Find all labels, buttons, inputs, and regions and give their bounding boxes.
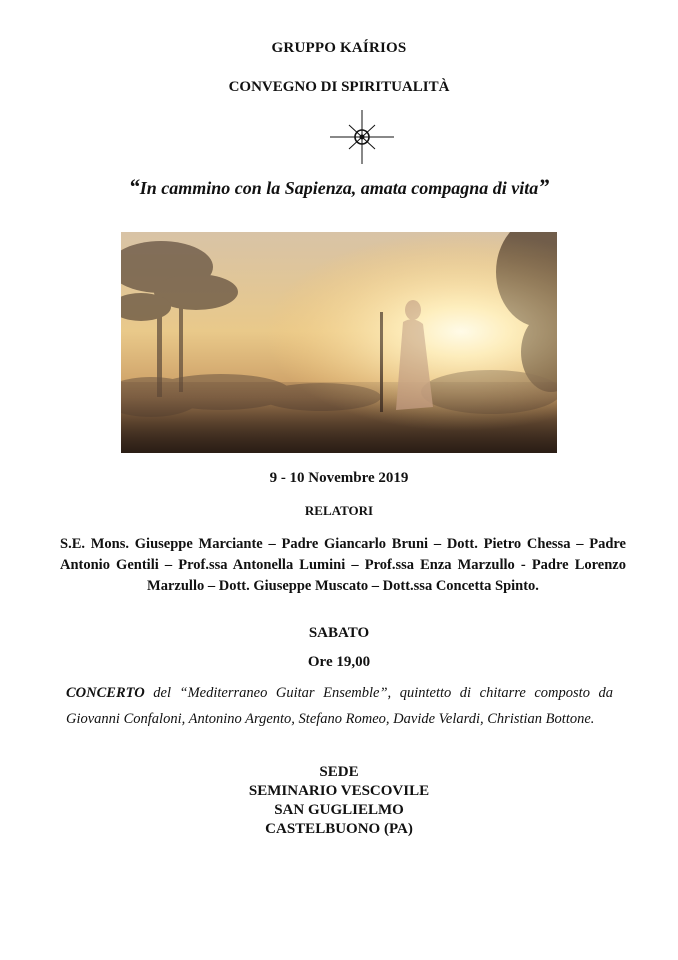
- sunset-pilgrim-image: [121, 232, 557, 453]
- subtitle-text: In cammino con la Sapienza, amata compagna di vita: [139, 178, 539, 198]
- venue-line3: CASTELBUONO (PA): [265, 821, 413, 837]
- concert-text: del “Mediterraneo Guitar Ensemble”, quintetto di chitarre composto da Giovanni Confaloni, Antonino Argento, Stefano Romeo, Davide Velardi, Christian Bottone.: [66, 685, 613, 727]
- event-subtitle: [0, 174, 678, 200]
- event-date: 9 - 10 Novembre 2019: [269, 470, 409, 486]
- event-title: CONVEGNO DI SPIRITUALITÀ: [228, 79, 450, 95]
- close-quote: ”: [538, 174, 550, 199]
- concert-description: [66, 680, 613, 732]
- venue-line2: SAN GUGLIELMO: [274, 802, 404, 818]
- venue-heading: SEDE: [319, 764, 359, 780]
- speakers-list: S.E. Mons. Giuseppe Marciante – Padre Giancarlo Bruni – Dott. Pietro Chessa – Padre Antonio Gentili – Prof.ssa Antonella Lumini – Prof.ssa Enza Marzullo - Padre Lorenzo Marzullo – Dott. Giuseppe Muscato – Dott.ssa Concetta Spinto.: [60, 536, 626, 594]
- group-name: GRUPPO KAÍRIOS: [271, 40, 407, 56]
- time-label: Ore 19,00: [307, 654, 371, 670]
- open-quote: “: [128, 174, 140, 199]
- day-label: SABATO: [308, 625, 370, 641]
- venue-block: [0, 763, 678, 839]
- concert-label: CONCERTO: [66, 685, 145, 701]
- speakers-heading: RELATORI: [304, 503, 374, 518]
- compass-star-icon: [330, 110, 394, 164]
- venue-line1: SEMINARIO VESCOVILE: [248, 783, 430, 799]
